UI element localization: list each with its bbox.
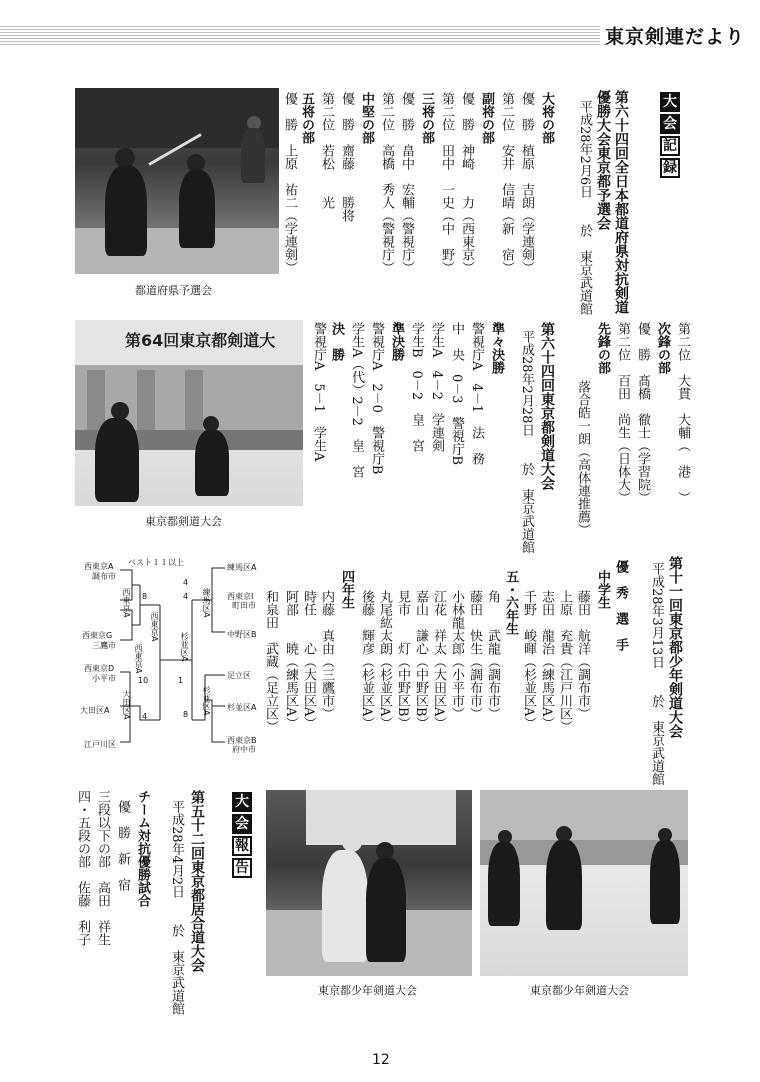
s3-col: 阿部 暁（練馬区A） <box>283 590 298 730</box>
s3-col: 千野 峻暉（杉並区A） <box>521 590 536 730</box>
s3-col: 角 武龍（調布市） <box>485 590 500 720</box>
bracket-team: 練馬区A <box>202 588 211 618</box>
bracket-team: 西東京A <box>122 588 131 618</box>
s4-col: 三段以下の部 高田 祥生 <box>95 790 110 946</box>
s2-col: 準決勝 <box>389 322 404 361</box>
s2-col: 優 勝 髙橋 徹士（学習院） <box>635 322 650 504</box>
s3-col: 時任 心（大田区A） <box>301 590 316 730</box>
s1-col: 三将の部 <box>419 92 434 144</box>
s1-col: 副将の部 <box>479 92 494 144</box>
bracket-team: 小平市 <box>92 674 116 683</box>
bracket-team: 足立区 <box>227 671 251 680</box>
bracket-team: 大田区A <box>80 706 110 715</box>
bracket-score: 4 <box>183 592 189 601</box>
photo-caption: 都道府県予選会 <box>135 284 212 297</box>
s3-col: 後藤 輝彦（杉並区A） <box>359 590 374 730</box>
bracket-score: 4 <box>142 712 148 721</box>
s2-col: 第二位 大貫 大輔（ 港 ） <box>675 322 690 504</box>
bracket-score: 8 <box>142 592 148 601</box>
badge-char: 告 <box>232 858 252 878</box>
s1-col: 第二位 安井 信晴（新 宿） <box>499 92 514 274</box>
bracket-team: 練馬区A <box>227 563 257 572</box>
bracket-team: 杉並区A <box>202 686 211 716</box>
photo-caption: 東京都少年剣道大会 <box>318 984 417 997</box>
badge-char: 会 <box>660 114 680 134</box>
header-title: 東京剣連だより <box>605 26 746 48</box>
s3-col: 丸尾紘太朗（杉並区A） <box>377 590 392 730</box>
bracket-team: 町田市 <box>232 601 256 610</box>
s4-col: 平成28年4月2日 於 東京武道館 <box>169 800 184 1016</box>
s1-col: 優勝大会東京都予選会 <box>595 90 611 230</box>
badge-char: 大 <box>660 92 680 112</box>
bracket-team: 江戸川区 <box>84 740 116 749</box>
badge-char: 大 <box>232 792 252 812</box>
s3-col: 和泉田 武蔵（足立区） <box>263 590 278 733</box>
bracket-team: 西東京A <box>150 612 159 642</box>
s3-col: 嘉山 謙心（中野区B） <box>413 590 428 730</box>
s3-col: 中学生 <box>595 570 610 609</box>
badge-char: 報 <box>232 836 252 856</box>
s3-col: 志田 龍治（練馬区A） <box>539 590 554 730</box>
s1-col: 第二位 若松 光 <box>319 92 334 209</box>
s2-col: 警視庁A 4－1 法 務 <box>469 322 484 465</box>
bracket-team: 西東京I <box>227 592 254 601</box>
s3-col: 四年生 <box>339 570 354 609</box>
bracket-team: 大田区A <box>122 690 131 720</box>
s1-col: 優 勝 畠中 宏輔（警視庁） <box>399 92 414 274</box>
s3-col: 見市 灯（中野区B） <box>395 590 410 730</box>
s1-col: 第二位 高橋 秀人（警視庁） <box>379 92 394 274</box>
s3-col: 江花 祥太（大田区A） <box>431 590 446 730</box>
s2-col: 決 勝 <box>329 322 344 361</box>
s3-col: 平成28年3月13日 於 東京武道館 <box>649 562 664 786</box>
s2-col: 警視庁A 2－0 警視庁B <box>369 322 384 475</box>
bracket-team: 調布市 <box>92 572 116 581</box>
bracket-team: 西東京D <box>84 664 115 673</box>
s4-col: 優 勝 新 宿 <box>115 800 130 891</box>
s2-col: 第六十四回東京都剣道大会 <box>539 322 555 490</box>
s3-col: 五・六年生 <box>503 570 518 635</box>
s1-col: 優 勝 植原 吉朗（学連剣） <box>519 92 534 274</box>
s1-col: 優 勝 神崎 力（西東京） <box>459 92 474 274</box>
bracket-score: 1 <box>178 676 184 685</box>
badge-char: 録 <box>660 158 680 178</box>
badge-char: 記 <box>660 136 680 156</box>
s2-col: 落合皓一朗（高体連推薦） <box>575 380 590 536</box>
s3-col: 優 秀 選 手 <box>613 560 628 651</box>
bracket-team: 西東京A <box>134 644 143 674</box>
photo-caption: 東京都剣道大会 <box>145 515 222 528</box>
s2-col: 次鋒の部 <box>655 322 670 374</box>
s1-col: 五将の部 <box>299 92 314 144</box>
photo-youth-tournament-2 <box>480 790 688 976</box>
photo-banner-text: 第64回東京都剣道大 <box>125 331 276 350</box>
s2-col: 平成28年2月28日 於 東京武道館 <box>519 330 534 554</box>
bracket-team: 杉並区A <box>180 632 189 662</box>
bracket-team: 西東京B <box>227 736 257 745</box>
s1-col: 大将の部 <box>539 92 554 144</box>
s3-col: 第十一回東京都少年剣道大会 <box>667 556 683 738</box>
s2-col: 準々決勝 <box>489 322 504 374</box>
s1-col: 平成28年2月6日 於 東京武道館 <box>577 100 592 316</box>
s2-col: 学生A 4－2 学連剣 <box>429 322 444 452</box>
bracket-team: 中野区B <box>227 630 257 639</box>
s4-col: 四・五段の部 佐藤 利子 <box>75 790 90 946</box>
bracket-title: ベスト１１以上 <box>128 558 184 567</box>
s2-col: 第二位 百田 尚生（日体大） <box>615 322 630 504</box>
s3-col: 藤田 航洋（調布市） <box>575 590 590 720</box>
photo-caption: 東京都少年剣道大会 <box>530 984 629 997</box>
s1-col: 第二位 田中 一史（中 野） <box>439 92 454 274</box>
s3-col: 小林龍太郎（小平市） <box>449 590 464 720</box>
bracket-team: 西東京G <box>82 631 113 640</box>
s3-col: 上原 充貴（江戸川区） <box>557 590 572 733</box>
s1-col: 優 勝 上原 祐二（学連剣） <box>282 92 297 274</box>
s1-col: 第六十四回全日本都道府県対抗剣道 <box>613 90 629 314</box>
bracket-team: 三鷹市 <box>92 641 116 650</box>
bracket-team: 西東京A <box>84 562 114 571</box>
photo-youth-tournament-1 <box>266 790 472 976</box>
bracket-score: 4 <box>183 578 189 587</box>
bracket-score: 10 <box>138 676 149 685</box>
s2-col: 先鋒の部 <box>595 322 610 374</box>
s2-col: 中 央 0－3 警視庁B <box>449 322 464 466</box>
s3-col: 内藤 真由（三鷹市） <box>319 590 334 720</box>
s4-col: チーム対抗優勝試合 <box>135 790 150 907</box>
bracket-score: 8 <box>183 710 189 719</box>
bracket-team: 杉並区A <box>227 703 257 712</box>
s1-col: 優 勝 齋藤 勝将 <box>339 92 354 222</box>
bracket-team: 府中市 <box>232 745 256 754</box>
s2-col: 学生A（代）2－2 皇 宮 <box>349 322 364 478</box>
s2-col: 警視庁A 5－1 学生A <box>311 322 326 462</box>
page-number: 12 <box>372 1052 390 1068</box>
s3-col: 藤田 快生（調布市） <box>467 590 482 720</box>
badge-char: 会 <box>232 814 252 834</box>
s4-col: 第五十二回東京都居合道大会 <box>189 790 205 972</box>
s2-col: 学生B 0－2 皇 宮 <box>409 322 424 453</box>
s1-col: 中堅の部 <box>359 92 374 144</box>
